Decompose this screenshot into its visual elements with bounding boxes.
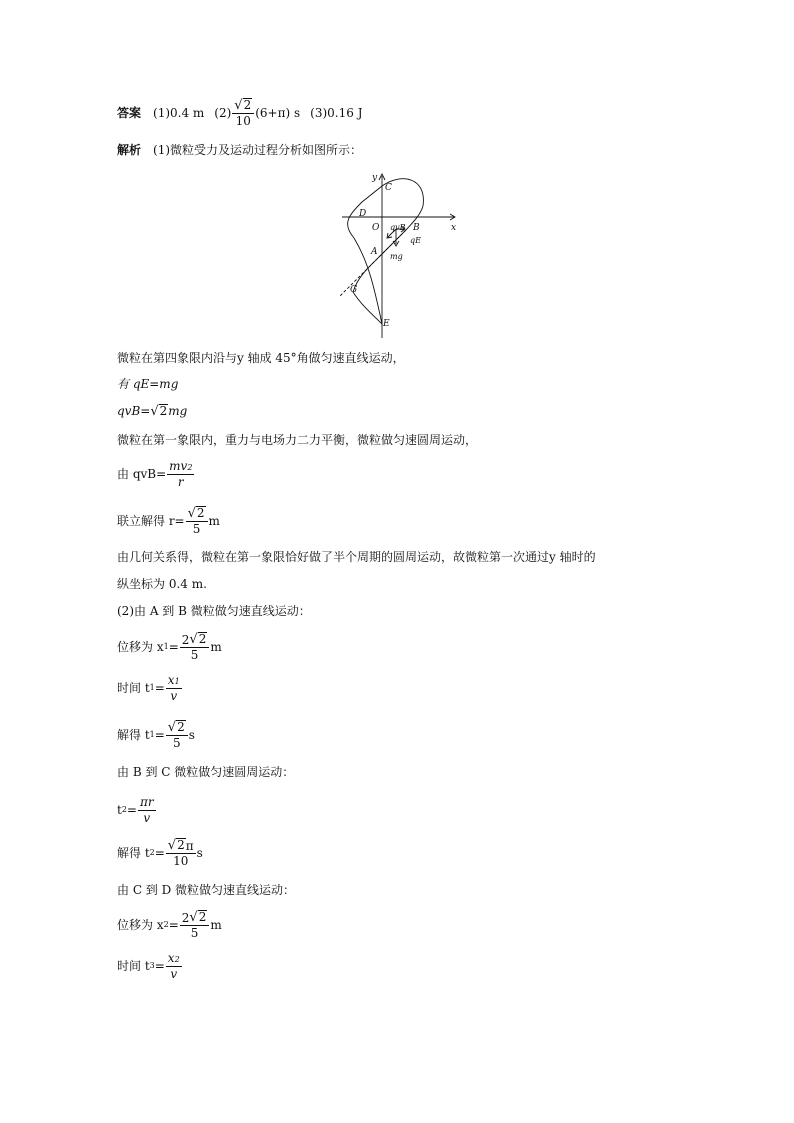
fraction-r: √ 2 5 — [186, 506, 208, 536]
text-line-1: 微粒在第四象限内沿与y 轴成 45°角做匀速直线运动， — [117, 351, 405, 365]
fraction-t1-result: √ 2 5 — [166, 720, 188, 750]
label-y: y — [372, 173, 378, 183]
answer-part1: (1)0.4 m — [153, 105, 205, 120]
text-line-9: (2)由 A 到 B 微粒做匀速直线运动： — [117, 604, 311, 618]
answer-part2-prefix: (2) — [214, 105, 232, 120]
answer-part2-suffix: (6+π) s — [255, 105, 301, 120]
text-line-11: 时间 t 1 = x 1 v — [117, 673, 180, 703]
label-E: E — [383, 319, 390, 329]
motion-diagram — [332, 166, 462, 341]
label-C: C — [385, 183, 392, 193]
fraction-t3: x 2 v — [167, 951, 180, 981]
label-B: B — [413, 223, 420, 233]
fraction-t1: x 1 v — [167, 673, 180, 703]
text-line-2: 有 qE=mg — [117, 377, 179, 391]
text-line-8: 纵坐标为 0.4 m. — [117, 577, 207, 591]
text-line-3: qvB= √ 2 mg — [117, 404, 188, 420]
text-line-7: 由几何关系得，微粒在第一象限恰好做了半个周期的圆周运动，故微粒第一次通过y 轴时的 — [117, 550, 596, 564]
fraction-t2-result: √ 2 π 10 — [167, 838, 194, 869]
text-line-17: 位移为 x 2 = 2 √ 2 5 m — [117, 910, 222, 941]
trajectory — [348, 179, 424, 324]
label-qE: qE — [410, 236, 421, 245]
answer-line — [117, 98, 363, 128]
answer-part2-fraction: √ 2 10 — [232, 98, 254, 128]
label-G: G — [350, 285, 358, 295]
fraction-x1: 2 √ 2 5 — [180, 632, 210, 662]
text-line-6: 联立解得 r= √ 2 5 m — [117, 506, 220, 537]
label-D: D — [359, 209, 367, 219]
text-line-10: 位移为 x 1 = 2 √ 2 5 m — [117, 632, 222, 663]
text-line-15: 解得 t 2 = √ 2 π 10 s — [117, 838, 203, 869]
label-O: O — [372, 223, 380, 233]
analysis-line — [117, 144, 362, 156]
label-x: x — [451, 223, 457, 233]
label-qvB: qvB — [390, 223, 406, 232]
answer-label: 答案 — [117, 105, 142, 120]
text-line-16: 由 C 到 D 微粒做匀速直线运动： — [117, 883, 296, 897]
label-A: A — [371, 247, 378, 257]
text-line-14: t 2 = $\frac{\pi r}{v}$ — [117, 795, 154, 825]
text-line-12: 解得 t 1 = √ 2 5 s — [117, 720, 195, 751]
text-line-5: 由 qvB= mv 2 r — [117, 459, 193, 489]
text-line-18: 时间 t 3 = x 2 v — [117, 951, 180, 981]
text-line-4: 微粒在第一象限内，重力与电场力二力平衡，微粒做匀速圆周运动， — [117, 433, 478, 447]
fraction-x2: 2 √ 2 5 — [180, 910, 210, 940]
analysis-label: 解析 — [117, 143, 142, 157]
fraction-t2: $\frac{\pi r}{v}$ — [139, 795, 154, 825]
label-mg: mg — [390, 252, 403, 261]
text-line-13: 由 B 到 C 微粒做匀速圆周运动： — [117, 765, 295, 779]
fraction-mv2-r: mv 2 r — [169, 459, 193, 489]
analysis-intro: (1)微粒受力及运动过程分析如图所示： — [153, 143, 363, 157]
answer-part3: (3)0.16 J — [310, 105, 363, 120]
